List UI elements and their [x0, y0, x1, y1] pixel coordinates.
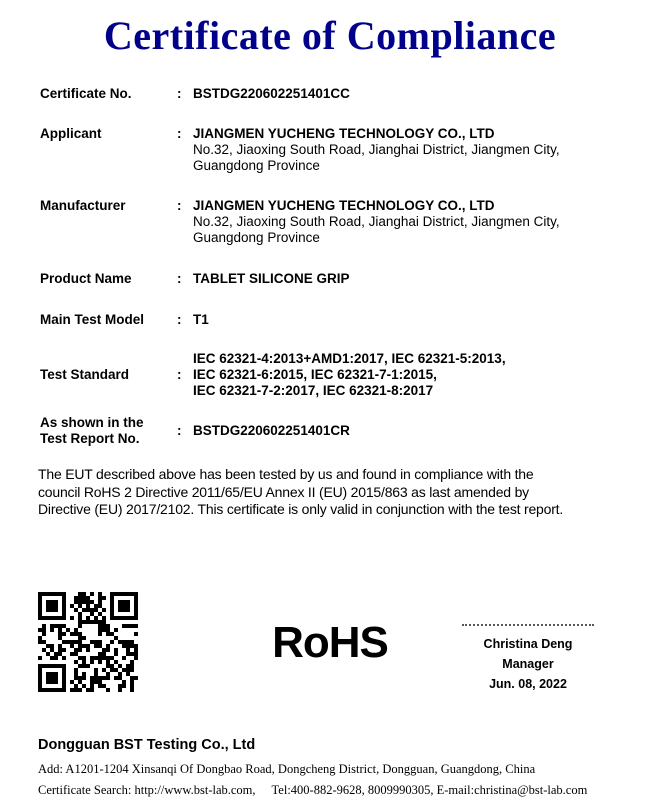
lab-contact-line	[38, 780, 650, 801]
signatory-name: Christina Deng	[483, 637, 573, 651]
lab-phone-email: Tel:400-882-9628, 8009990305, E-mail:christina@bst-lab.com	[271, 783, 588, 797]
rohs-logo: RoHS	[272, 618, 388, 667]
test-report-no-label	[40, 415, 177, 447]
lab-address: Add: A1201-1204 Xinsanqi Of Dongbao Road, Dongcheng District, Dongguan, Guangdong, China	[38, 762, 536, 776]
field-row-product-name	[40, 271, 634, 287]
certificate-no-label: Certificate No.	[40, 86, 132, 101]
manufacturer-value	[193, 198, 634, 246]
manufacturer-address-line2: Guangdong Province	[193, 230, 320, 245]
test-standard-line1: IEC 62321-4:2013+AMD1:2017, IEC 62321-5:2013,	[193, 351, 506, 366]
colon: :	[177, 271, 182, 286]
statement-line3: Directive (EU) 2017/2102. This certificate is only valid in conjunction with the test report.	[38, 501, 564, 518]
statement-line1: The EUT described above has been tested by us and found in compliance with the	[38, 466, 534, 482]
test-report-no-label-line2: Test Report No.	[40, 431, 140, 446]
signatory-role: Manager	[502, 657, 554, 671]
test-standard-line3: IEC 62321-7-2:2017, IEC 62321-8:2017	[193, 383, 434, 398]
product-name-label: Product Name	[40, 271, 132, 286]
certificate-search-url: Certificate Search: http://www.bst-lab.com,	[38, 783, 256, 797]
manufacturer-address-line1: No.32, Jiaoxing South Road, Jianghai District, Jiangmen City,	[193, 214, 560, 229]
manufacturer-company: JIANGMEN YUCHENG TECHNOLOGY CO., LTD	[193, 198, 495, 213]
colon: :	[177, 423, 182, 438]
signature-block	[462, 624, 594, 694]
signature-dotted-line	[462, 624, 594, 626]
statement-line2: council RoHS 2 Directive 2011/65/EU Annex II (EU) 2015/863 as last amended by	[38, 483, 529, 500]
manufacturer-label: Manufacturer	[40, 198, 126, 213]
field-row-applicant	[40, 126, 634, 174]
test-standard-value	[193, 351, 634, 399]
field-row-certificate-no	[40, 86, 634, 102]
field-row-test-standard	[40, 351, 634, 399]
lab-footer	[38, 737, 650, 801]
field-row-test-report-no	[40, 415, 634, 447]
colon: :	[177, 198, 182, 213]
colon: :	[177, 86, 182, 101]
test-standard-line2: IEC 62321-6:2015, IEC 62321-7-1:2015,	[193, 367, 437, 382]
applicant-label: Applicant	[40, 126, 102, 141]
signature-date: Jun. 08, 2022	[489, 677, 567, 691]
field-row-manufacturer	[40, 198, 634, 246]
applicant-address-line2: Guangdong Province	[193, 158, 320, 173]
main-test-model-label: Main Test Model	[40, 312, 145, 327]
colon: :	[177, 312, 182, 327]
product-name-value: TABLET SILICONE GRIP	[193, 271, 350, 286]
field-row-main-test-model	[40, 312, 634, 328]
main-test-model-value: T1	[193, 312, 209, 327]
colon: :	[177, 126, 182, 141]
certificate-no-value: BSTDG220602251401CC	[193, 86, 350, 101]
certificate-fields	[40, 86, 634, 447]
test-report-no-label-line1: As shown in the	[40, 415, 144, 430]
colon: :	[177, 367, 182, 382]
compliance-statement	[38, 466, 563, 519]
test-report-no-value: BSTDG220602251401CR	[193, 423, 350, 438]
page-title: Certificate of Compliance	[103, 13, 557, 58]
test-standard-label: Test Standard	[40, 367, 130, 382]
applicant-value	[193, 126, 634, 174]
applicant-company: JIANGMEN YUCHENG TECHNOLOGY CO., LTD	[193, 126, 495, 141]
applicant-address-line1: No.32, Jiaoxing South Road, Jianghai District, Jiangmen City,	[193, 142, 560, 157]
lab-company-name: Dongguan BST Testing Co., Ltd	[38, 737, 256, 753]
